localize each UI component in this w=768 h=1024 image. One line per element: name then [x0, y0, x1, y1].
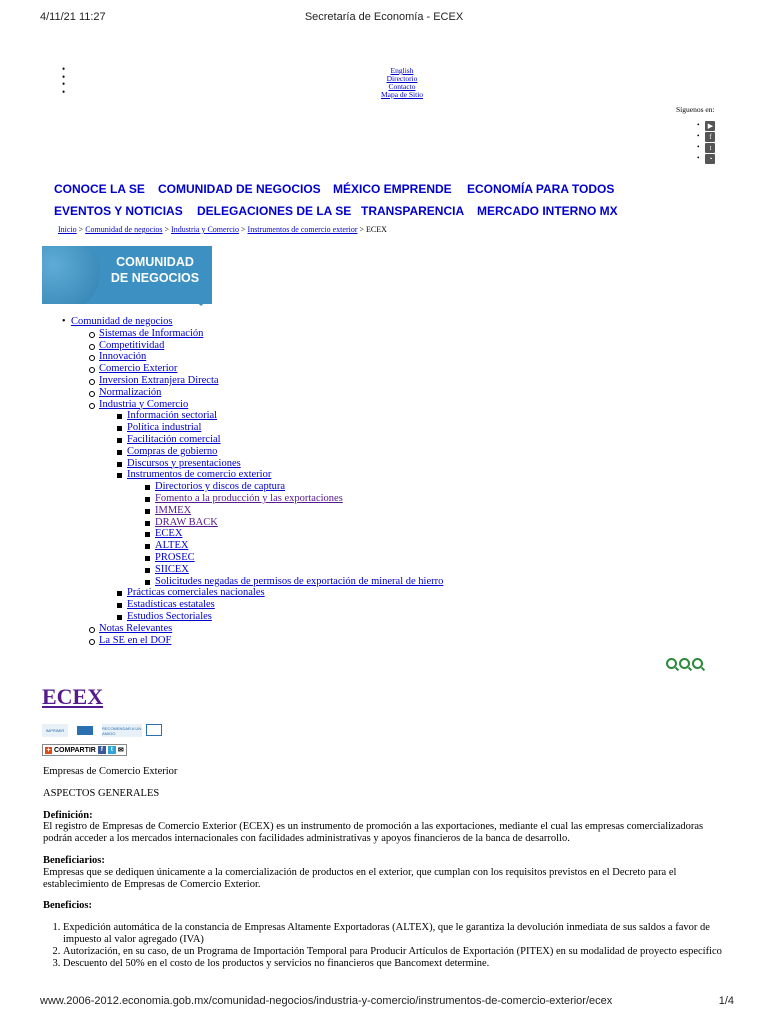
list-item: 1. Expedición automática de la constancia de Empresas Altamente Exportadoras (ALTEX), que le garantiza la devolución inmediata de sus saldos a favor de impuesto al valor agregado (IVA) [63, 922, 733, 946]
list-item: 3. Descuento del 50% en el costo de los productos y servicios no financieros que Bancomext determine. [63, 958, 733, 970]
rss-icon[interactable]: ◔ [705, 154, 715, 164]
benefits-list [43, 922, 733, 969]
tree-item-industria-y-comercio[interactable]: Industria y Comercio [99, 398, 189, 410]
tree-comunidad-de-negocios[interactable]: Comunidad de negocios [71, 316, 173, 327]
tree-item[interactable]: Fomento a la producción y las exportaciones [155, 492, 343, 504]
social-links: • ▶ • f • t • ◔ [697, 120, 715, 164]
tree-item[interactable]: Compras de gobierno [127, 445, 218, 457]
nav-eventos-y-noticias[interactable]: EVENTOS Y NOTICIAS [54, 204, 183, 218]
link-contacto[interactable]: Contacto [388, 82, 416, 91]
link-directorio[interactable]: Directorio [386, 74, 418, 83]
globe-icon [42, 246, 100, 304]
tree-item[interactable]: Información sectorial [127, 410, 218, 422]
breadcrumb-comunidad[interactable]: Comunidad de negocios [85, 225, 163, 234]
comunidad-negocios-banner: COMUNIDAD DE NEGOCIOS [42, 246, 212, 304]
nav-transparencia[interactable]: TRANSPARENCIA [361, 204, 465, 218]
nav-comunidad-de-negocios[interactable]: COMUNIDAD DE NEGOCIOS [158, 182, 321, 196]
facebook-share-icon[interactable]: f [98, 746, 106, 754]
page-title: ECEX [42, 684, 104, 709]
zoom-controls [666, 658, 703, 669]
tree-item[interactable]: La SE en el DOF [99, 634, 172, 646]
tree-item[interactable]: Inversion Extranjera Directa [99, 374, 219, 386]
tree-item[interactable]: Notas Relevantes [99, 622, 173, 634]
tree-item[interactable]: Discursos y presentaciones [127, 457, 241, 469]
follow-us-label: Síguenos en: [676, 105, 715, 114]
tree-item[interactable]: SIICEX [155, 563, 189, 575]
page-tools [42, 724, 162, 737]
tree-item[interactable]: Directorios y discos de captura [155, 481, 286, 493]
nav-mercado-interno-mx[interactable]: MERCADO INTERNO MX [477, 204, 618, 218]
beneficiaries-label: Beneficiarios: [43, 854, 105, 866]
banner-tip [192, 298, 210, 306]
definition-label: Definición: [43, 809, 93, 821]
print-button[interactable]: IMPRIMIR [42, 724, 68, 737]
tree-item-instrumentos[interactable]: Instrumentos de comercio exterior [127, 469, 272, 481]
footer-page-number: 1/4 [718, 995, 734, 1007]
beneficiaries-text: Empresas que se dediquen únicamente a la comercialización de productos en el exterior, que cumplan con los requisitos previstos en el Decreto para el establecimiento de Empresas de Comercio Exterior. [43, 866, 677, 890]
benefits-label: Beneficios: [43, 900, 92, 912]
breadcrumb-inicio[interactable]: Inicio [58, 225, 77, 234]
recommend-button[interactable]: RECOMENDAR A UN AMIGO [102, 725, 142, 736]
tree-item-ecex[interactable]: ECEX [155, 528, 183, 540]
email-share-icon[interactable]: ✉ [117, 747, 124, 754]
tree-item[interactable]: Innovación [99, 351, 147, 363]
twitter-share-icon[interactable]: t [108, 746, 116, 754]
tree-item[interactable]: Política industrial [127, 422, 202, 434]
share-button[interactable]: + COMPARTIR f t ✉ [42, 744, 127, 756]
breadcrumb-industria[interactable]: Industria y Comercio [171, 225, 240, 234]
list-item: 2. Autorización, en su caso, de un Programa de Importación Temporal para Producir Artículos de Exportación (PITEX) en su modalidad de proyecto específico [63, 946, 733, 958]
breadcrumb: Inicio > Comunidad de negocios > Industria y Comercio > Instrumentos de comercio exterior > ECEX [58, 225, 387, 234]
tree-item[interactable]: Comercio Exterior [99, 363, 178, 375]
tree-item[interactable]: Estadísticas estatales [127, 599, 215, 611]
zoom-in-icon[interactable] [666, 658, 677, 669]
top-links [360, 67, 444, 99]
twitter-icon[interactable]: t [705, 143, 715, 153]
tree-item[interactable]: IMMEX [155, 504, 192, 516]
tree-item[interactable]: PROSEC [155, 551, 195, 563]
nav-mexico-emprende[interactable]: MÉXICO EMPRENDE [333, 182, 452, 196]
section-nav-tree [60, 316, 443, 646]
breadcrumb-instrumentos[interactable]: Instrumentos de comercio exterior [247, 225, 358, 234]
nav-conoce-la-se[interactable]: CONOCE LA SE [54, 182, 145, 196]
link-mapa-de-sitio[interactable]: Mapa de Sitio [380, 90, 424, 99]
link-english[interactable]: English [390, 66, 414, 75]
zoom-out-icon[interactable] [692, 658, 703, 669]
tree-item[interactable]: ALTEX [155, 540, 189, 552]
print-title: Secretaría de Economía - ECEX [304, 11, 464, 23]
tree-item[interactable]: Prácticas comerciales nacionales [127, 587, 265, 599]
facebook-icon[interactable]: f [705, 132, 715, 142]
tree-item[interactable]: Facilitación comercial [127, 433, 221, 445]
article-subtitle: Empresas de Comercio Exterior [43, 766, 178, 777]
plus-icon: + [46, 746, 51, 754]
envelope-icon[interactable] [146, 724, 162, 736]
printer-icon[interactable] [72, 724, 98, 737]
youtube-icon[interactable]: ▶ [705, 121, 715, 131]
tree-item[interactable]: Sistemas de Información [99, 327, 204, 339]
section-heading: ASPECTOS GENERALES [43, 787, 160, 799]
empty-bullet-list [62, 66, 65, 96]
breadcrumb-current: ECEX [366, 225, 387, 234]
nav-economia-para-todos[interactable]: ECONOMÍA PARA TODOS [467, 182, 615, 196]
print-date: 4/11/21 11:27 [40, 11, 106, 23]
zoom-reset-icon[interactable] [679, 658, 690, 669]
tree-item[interactable]: DRAW BACK [155, 516, 218, 528]
tree-item[interactable]: Normalización [99, 386, 162, 398]
article-body [43, 766, 733, 969]
tree-item[interactable]: Competitividad [99, 339, 165, 351]
tree-item[interactable]: Estudios Sectoriales [127, 610, 212, 622]
tree-item[interactable]: Solicitudes negadas de permisos de exportación de mineral de hierro [155, 575, 444, 587]
nav-delegaciones-de-la-se[interactable]: DELEGACIONES DE LA SE [197, 204, 352, 218]
definition-text: El registro de Empresas de Comercio Exterior (ECEX) es un instrumento de promoción a las exportaciones, mediante el cual las empresas comercializadoras podrán acceder a los mercados internacionales con facilidades administrativas y apoyos financieros de la banca de desarrollo. [43, 821, 704, 845]
footer-url: www.2006-2012.economia.gob.mx/comunidad-negocios/industria-y-comercio/instrumentos-de-comercio-exterior/ecex [40, 995, 613, 1007]
